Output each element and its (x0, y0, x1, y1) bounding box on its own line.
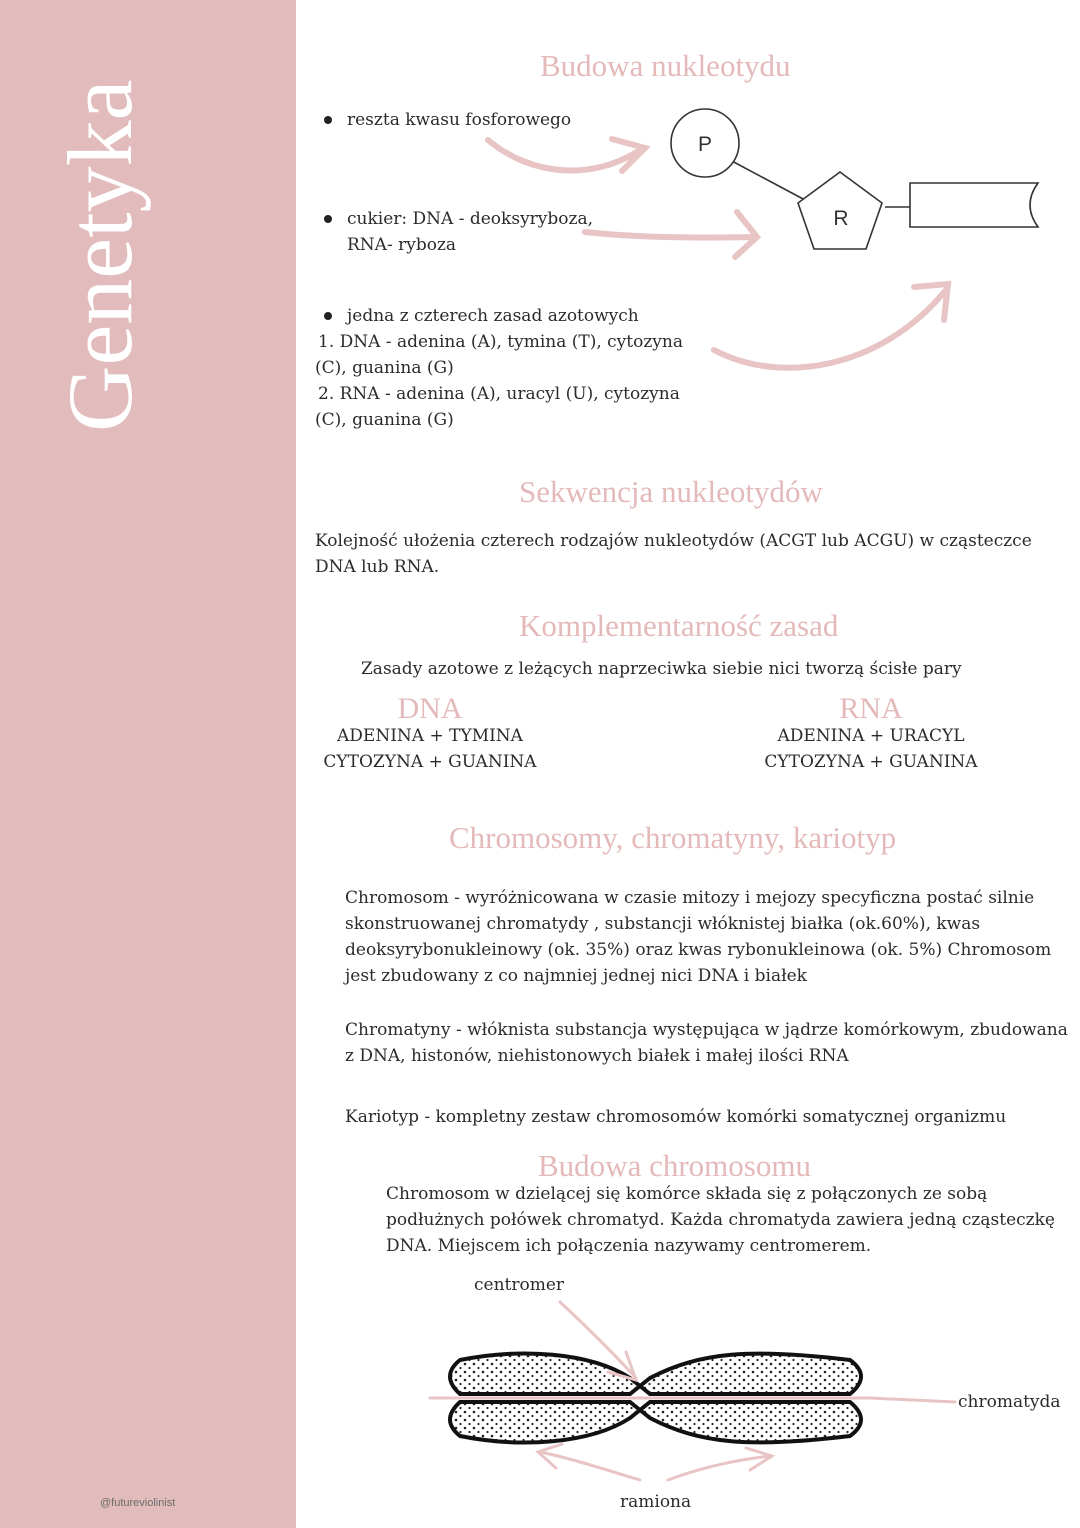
chromosome-def-line2: skonstruowanej chromatydy , substancji włóknistej białka (ok.60%), kwas (345, 914, 981, 934)
base-shape (910, 183, 1038, 227)
bullet-sugar-line2: RNA- ryboza (347, 235, 457, 255)
chromatid-lower (450, 1402, 861, 1442)
phosphate-label: P (697, 133, 713, 156)
arrow-to-phosphate (488, 140, 640, 171)
sugar-label: R (833, 207, 849, 230)
section-title-complementarity: Komplementarność zasad (519, 608, 839, 643)
dna-pair2: CYTOZYNA + GUANINA (323, 752, 537, 772)
arrow-to-base (714, 290, 946, 368)
arrow-to-sugar (585, 232, 755, 237)
list-dna-line2: (C), guanina (G) (315, 358, 454, 378)
complementarity-intro: Zasady azotowe z leżących naprzeciwka siebie nici tworzą ścisłe pary (361, 659, 962, 679)
dna-label: DNA (397, 692, 463, 725)
chromosome-def-line1: Chromosom - wyróżnicowana w czasie mitozy i mejozy specyficzna postać silnie (345, 888, 1035, 908)
label-chromatid: chromatyda (958, 1392, 1061, 1412)
chromosome-def-line3: deoksyrybonukleinowy (ok. 35%) oraz kwas rybonukleinowa (ok. 5%) Chromosom (345, 940, 1052, 960)
chromatid-upper (450, 1354, 861, 1394)
rna-pair1: ADENINA + URACYL (777, 726, 965, 746)
rna-pair2: CYTOZYNA + GUANINA (764, 752, 978, 772)
author-handle: @futureviolinist (100, 1497, 176, 1509)
sidebar-title: Genetyka (49, 79, 151, 432)
rna-label: RNA (839, 692, 903, 725)
section-title-chromosome-structure: Budowa chromosomu (538, 1148, 811, 1183)
chromosome-diagram (400, 1290, 1080, 1500)
chromatin-def-line2: z DNA, histonów, niehistonowych białek i małej ilości RNA (345, 1046, 849, 1066)
section-title-nucleotide: Budowa nukleotydu (540, 48, 791, 83)
sequence-line2: DNA lub RNA. (315, 557, 440, 577)
chromosome-def-line4: jest zbudowany z co najmniej jednej nici DNA i białek (345, 966, 807, 986)
karyotype-def: Kariotyp - kompletny zestaw chromosomów komórki somatycznej organizmu (345, 1107, 1007, 1127)
structure-line2: podłużnych połówek chromatyd. Każda chromatyda zawiera jedną cząsteczkę (386, 1210, 1055, 1230)
chromatin-def-line1: Chromatyny - włóknista substancja występująca w jądrze komórkowym, zbudowana (345, 1020, 1068, 1040)
label-arms: ramiona (620, 1492, 692, 1512)
structure-line3: DNA. Miejscem ich połączenia nazywamy centromerem. (386, 1236, 872, 1256)
bullet-bases: jedna z czterech zasad azotowych (347, 306, 639, 326)
list-rna-line2: (C), guanina (G) (315, 410, 454, 430)
section-title-chromosomes: Chromosomy, chromatyny, kariotyp (449, 820, 897, 855)
list-rna-line1: 2. RNA - adenina (A), uracyl (U), cytozyna (318, 384, 680, 404)
list-dna-line1: 1. DNA - adenina (A), tymina (T), cytozyna (318, 332, 683, 352)
nucleotide-diagram (0, 0, 1080, 440)
chromatid-pointer (870, 1398, 955, 1402)
sequence-line1: Kolejność ułożenia czterech rodzajów nukleotydów (ACGT lub ACGU) w cząsteczce (315, 531, 1032, 551)
label-centromere: centromer (474, 1275, 565, 1295)
section-title-sequence: Sekwencja nukleotydów (519, 474, 823, 509)
structure-line1: Chromosom w dzielącej się komórce składa się z połączonych ze sobą (386, 1184, 988, 1204)
dna-pair1: ADENINA + TYMINA (337, 726, 523, 746)
bullet-sugar-line1: cukier: DNA - deoksyryboza, (347, 209, 594, 229)
bullet-phosphate: reszta kwasu fosforowego (347, 110, 572, 130)
